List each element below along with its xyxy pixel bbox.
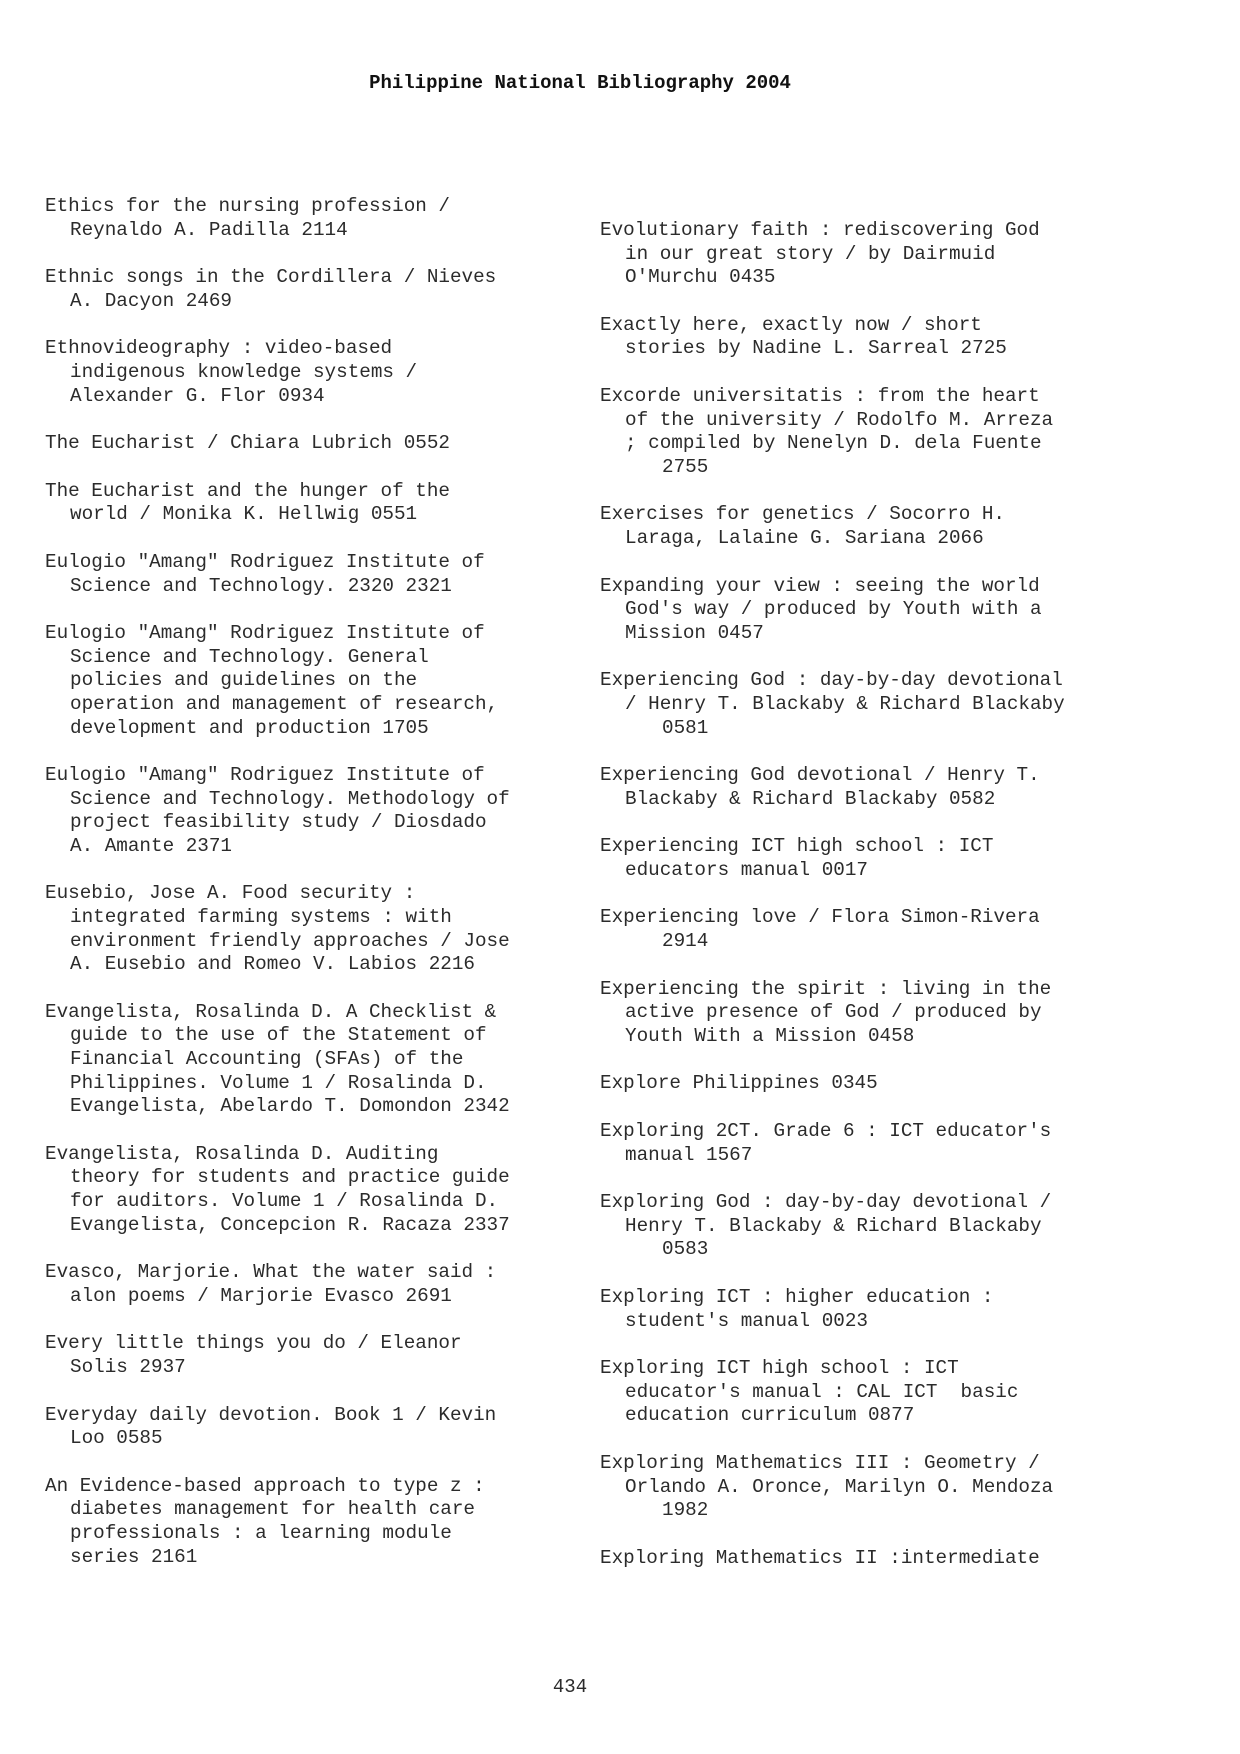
- entry-line: An Evidence-based approach to type z :: [45, 1474, 485, 1497]
- entry-line: professionals : a learning module: [70, 1521, 452, 1544]
- entry-line: manual 1567: [625, 1143, 753, 1166]
- entry-line: Henry T. Blackaby & Richard Blackaby: [625, 1214, 1042, 1237]
- bibliography-entry: [600, 1452, 1160, 1523]
- bibliography-entry: [600, 219, 1160, 290]
- bibliography-entry: [600, 1191, 1160, 1262]
- bibliography-entry: [45, 1001, 585, 1119]
- entry-line: Orlando A. Oronce, Marilyn O. Mendoza: [625, 1475, 1054, 1498]
- entry-line: Exploring ICT : higher education :: [600, 1286, 994, 1308]
- bibliography-entry: [600, 1547, 1160, 1571]
- bibliography-entry: [600, 1357, 1160, 1428]
- entry-line: Evolutionary faith : rediscovering God: [600, 219, 1040, 241]
- entry-line: Explore Philippines 0345: [600, 1072, 878, 1095]
- bibliography-entry: [45, 764, 585, 858]
- entry-line: in our great story / by Dairmuid: [625, 242, 996, 265]
- bibliography-entry: [600, 978, 1160, 1049]
- entry-line: Eulogio "Amang" Rodriguez Institute of: [45, 622, 485, 645]
- entry-line: ; compiled by Nenelyn D. dela Fuente: [625, 432, 1042, 455]
- entry-line: Exploring 2CT. Grade 6 : ICT educator's: [600, 1120, 1052, 1143]
- entry-line: Ethics for the nursing profession /: [45, 195, 450, 217]
- entry-line: Expanding your view : seeing the world: [600, 574, 1040, 597]
- entry-line: Ethnic songs in the Cordillera / Nieves: [45, 266, 497, 289]
- entry-line: The Eucharist and the hunger of the: [45, 479, 450, 502]
- bibliography-entry: [600, 906, 1160, 953]
- bibliography-entry: [45, 551, 585, 598]
- entry-line: Mission 0457: [625, 621, 764, 644]
- entry-line: Eulogio "Amang" Rodriguez Institute of: [45, 764, 485, 787]
- bibliography-entry: [600, 385, 1160, 479]
- entry-line: Youth With a Mission 0458: [625, 1024, 915, 1047]
- entry-line: educator's manual : CAL ICT basic: [625, 1380, 1019, 1403]
- entry-line: Evasco, Marjorie. What the water said :: [45, 1261, 497, 1284]
- entry-line: student's manual 0023: [625, 1309, 868, 1332]
- entry-record-number: 0583: [662, 1238, 709, 1261]
- page-title: Philippine National Bibliography 2004: [369, 72, 791, 94]
- entry-line: Evangelista, Abelardo T. Domondon 2342: [70, 1095, 510, 1118]
- entry-line: God's way / produced by Youth with a: [625, 598, 1042, 621]
- bibliography-column-right: [600, 219, 1160, 1594]
- entry-line: Eusebio, Jose A. Food security :: [45, 882, 416, 905]
- entry-line: Exercises for genetics / Socorro H.: [600, 503, 1005, 526]
- entry-line: theory for students and practice guide: [70, 1166, 510, 1189]
- bibliography-entry: [600, 503, 1160, 550]
- page-number: 434: [552, 1676, 588, 1698]
- entry-line: Experiencing ICT high school : ICT: [600, 835, 994, 858]
- entry-line: A. Eusebio and Romeo V. Labios 2216: [70, 953, 475, 976]
- entry-line: A. Dacyon 2469: [70, 289, 232, 312]
- bibliography-entry: [45, 1261, 585, 1308]
- entry-line: Experiencing God : day-by-day devotional: [600, 669, 1063, 692]
- entry-line: integrated farming systems : with: [70, 906, 452, 929]
- entry-line: policies and guidelines on the: [70, 669, 418, 692]
- entry-line: Every little things you do / Eleanor: [45, 1332, 462, 1355]
- entry-record-number: 0581: [662, 716, 709, 739]
- bibliography-entry: [600, 764, 1160, 811]
- entry-line: Science and Technology. Methodology of: [70, 787, 510, 810]
- entry-line: Laraga, Lalaine G. Sariana 2066: [625, 526, 984, 549]
- entry-line: Exploring Mathematics II :intermediate: [600, 1546, 1040, 1569]
- entry-line: series 2161: [70, 1545, 198, 1568]
- bibliography-entry: [45, 1404, 585, 1451]
- bibliography-entry: [45, 432, 585, 456]
- bibliography-entry: [45, 1143, 585, 1237]
- bibliography-entry: [45, 480, 585, 527]
- bibliography-column-left: [45, 195, 585, 1593]
- entry-line: Exploring Mathematics III : Geometry /: [600, 1451, 1040, 1474]
- entry-line: Experiencing God devotional / Henry T.: [600, 764, 1040, 787]
- bibliography-entry: [600, 1286, 1160, 1333]
- entry-line: diabetes management for health care: [70, 1498, 475, 1521]
- entry-line: Blackaby & Richard Blackaby 0582: [625, 787, 996, 810]
- entry-line: Solis 2937: [70, 1355, 186, 1378]
- entry-record-number: 1982: [662, 1499, 709, 1522]
- bibliography-entry: [45, 1332, 585, 1379]
- entry-line: development and production 1705: [70, 716, 429, 739]
- entry-line: Evangelista, Rosalinda D. Auditing: [45, 1142, 439, 1165]
- entry-line: guide to the use of the Statement of: [70, 1024, 487, 1047]
- entry-line: project feasibility study / Diosdado: [70, 811, 487, 834]
- entry-line: Science and Technology. General: [70, 645, 429, 668]
- entry-record-number: 2914: [662, 930, 709, 953]
- entry-line: Science and Technology. 2320 2321: [70, 574, 452, 597]
- entry-line: environment friendly approaches / Jose: [70, 929, 510, 952]
- bibliography-entry: [600, 314, 1160, 361]
- entry-line: Exactly here, exactly now / short: [600, 313, 982, 336]
- entry-line: Eulogio "Amang" Rodriguez Institute of: [45, 550, 485, 573]
- bibliography-entry: [45, 1475, 585, 1569]
- bibliography-entry: [45, 337, 585, 408]
- entry-line: Everyday daily devotion. Book 1 / Kevin: [45, 1403, 497, 1426]
- bibliography-entry: [600, 575, 1160, 646]
- entry-line: educators manual 0017: [625, 858, 868, 881]
- entry-line: Exploring God : day-by-day devotional /: [600, 1191, 1052, 1214]
- bibliography-entry: [45, 266, 585, 313]
- bibliography-entry: [600, 1072, 1160, 1096]
- entry-line: The Eucharist / Chiara Lubrich 0552: [45, 432, 450, 455]
- entry-line: of the university / Rodolfo M. Arreza: [625, 408, 1054, 431]
- entry-line: world / Monika K. Hellwig 0551: [70, 503, 418, 526]
- entry-line: Alexander G. Flor 0934: [70, 384, 325, 407]
- entry-line: indigenous knowledge systems /: [70, 360, 418, 383]
- entry-line: Ethnovideography : video-based: [45, 337, 393, 360]
- bibliography-entry: [45, 882, 585, 976]
- entry-line: Exploring ICT high school : ICT: [600, 1357, 959, 1380]
- entry-line: active presence of God / produced by: [625, 1001, 1042, 1024]
- entry-line: Experiencing love / Flora Simon-Rivera: [600, 906, 1040, 929]
- entry-record-number: 2755: [662, 455, 709, 478]
- entry-line: Loo 0585: [70, 1427, 163, 1450]
- bibliography-entry: [600, 1120, 1160, 1167]
- entry-line: Evangelista, Rosalinda D. A Checklist &: [45, 1000, 497, 1023]
- bibliography-entry: [45, 622, 585, 740]
- bibliography-entry: [45, 195, 585, 242]
- entry-line: for auditors. Volume 1 / Rosalinda D.: [70, 1190, 499, 1212]
- entry-line: education curriculum 0877: [625, 1404, 915, 1427]
- entry-line: A. Amante 2371: [70, 834, 232, 857]
- entry-line: Evangelista, Concepcion R. Racaza 2337: [70, 1213, 510, 1236]
- entry-line: alon poems / Marjorie Evasco 2691: [70, 1284, 452, 1307]
- entry-line: / Henry T. Blackaby & Richard Blackaby: [625, 692, 1065, 715]
- bibliography-entry: [600, 835, 1160, 882]
- entry-line: O'Murchu 0435: [625, 266, 776, 289]
- bibliography-entry: [600, 669, 1160, 740]
- entry-line: Financial Accounting (SFAs) of the: [70, 1048, 464, 1071]
- entry-line: Reynaldo A. Padilla 2114: [70, 218, 348, 241]
- entry-line: Philippines. Volume 1 / Rosalinda D.: [70, 1071, 487, 1094]
- entry-line: operation and management of research,: [70, 692, 499, 715]
- entry-line: stories by Nadine L. Sarreal 2725: [625, 337, 1007, 360]
- entry-line: Experiencing the spirit : living in the: [600, 977, 1052, 1000]
- entry-line: Excorde universitatis : from the heart: [600, 384, 1040, 407]
